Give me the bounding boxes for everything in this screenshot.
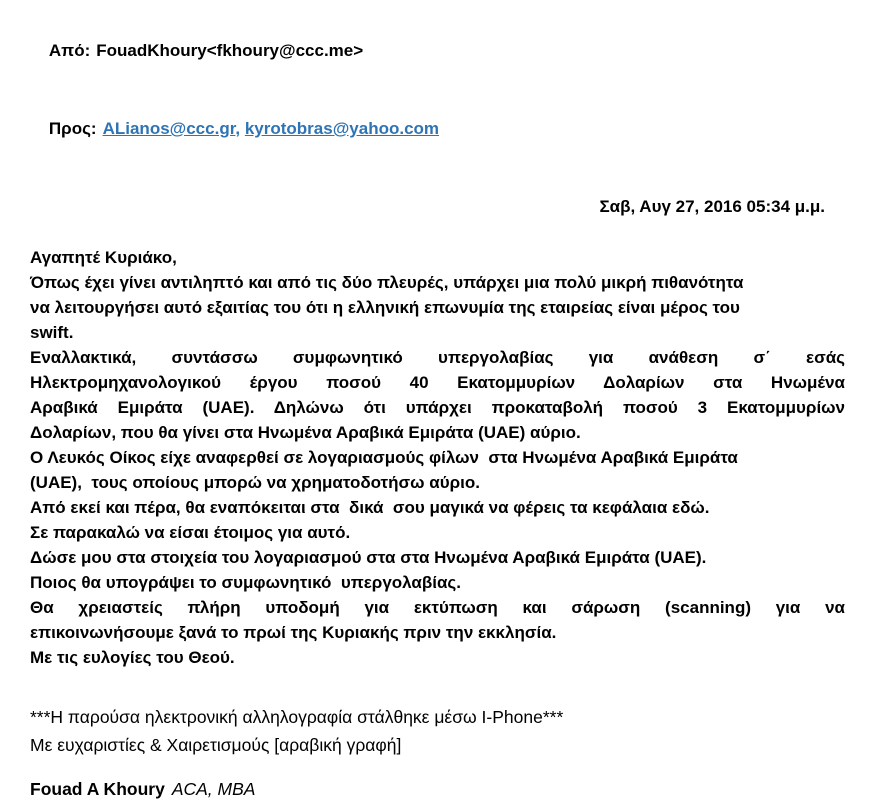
body-line: Δώσε μου στα στοιχεία του λογαριασμού στα στα Ηνωμένα Αραβικά Εμιράτα (UAE). <box>30 548 707 567</box>
body-line-closing: Με τις ευλογίες του Θεού. <box>30 648 235 667</box>
signature-name: Fouad A Khoury <box>30 779 165 799</box>
body-line: Θα χρειαστείς πλήρη υποδομή για εκτύπωση και σάρωση (scanning) για να <box>30 598 845 617</box>
body-line: Σε παρακαλώ να είσαι έτοιμος για αυτό. <box>30 523 351 542</box>
from-value: FouadKhoury<fkhoury@ccc.me> <box>96 41 364 60</box>
to-email-link-2[interactable]: kyrotobras@yahoo.com <box>244 119 440 138</box>
body-line: Όπως έχει γίνει αντιληπτό και από τις δύο πλευρές, υπάρχει μια πολύ μικρή πιθανότητα <box>30 273 744 292</box>
email-body <box>30 245 845 670</box>
signature-line <box>30 775 845 803</box>
signature-credentials: ACA, MBA <box>171 779 256 799</box>
body-line: (UAE), τους οποίους μπορώ να χρηματοδοτήσω αύριο. <box>30 473 480 492</box>
body-line: Από εκεί και πέρα, θα εναπόκειται στα δικά σου μαγικά να φέρεις τα κεφάλαια εδώ. <box>30 498 710 517</box>
date-sent: Σαβ, Αυγ 27, 2016 05:34 μ.μ. <box>599 197 825 216</box>
body-line: Εναλλακτικά, συντάσσω συμφωνητικό υπεργολαβίας για ανάθεση σ΄ εσάς <box>30 348 845 367</box>
body-line: Αραβικά Εμιράτα (UAE). Δηλώνω ότι υπάρχει προκαταβολή ποσού 3 Εκατομμυρίων <box>30 398 845 417</box>
body-line: Ηλεκτρομηχανολογικού έργου ποσού 40 Εκατομμυρίων Δολαρίων στα Ηνωμένα <box>30 373 845 392</box>
body-line: να λειτουργήσει αυτό εξαιτίας του ότι η ελληνική επωνυμία της εταιρείας είναι μέρος του <box>30 298 740 317</box>
from-line <box>30 12 845 90</box>
body-line: Ο Λευκός Οίκος είχε αναφερθεί σε λογαριασμούς φίλων στα Ηνωμένα Αραβικά Εμιράτα <box>30 448 738 467</box>
body-line: swift. <box>30 323 74 342</box>
from-label: Από: <box>48 41 91 60</box>
to-label: Προς: <box>48 119 97 138</box>
body-line: επικοινωνήσουμε ξανά το πρωί της Κυριακής πριν την εκκλησία. <box>30 623 557 642</box>
to-line <box>30 90 845 168</box>
body-line: Ποιος θα υπογράψει το συμφωνητικό υπεργολαβίας. <box>30 573 461 592</box>
to-separator: , <box>235 119 245 138</box>
body-line-greeting: Αγαπητέ Κυριάκο, <box>30 248 177 267</box>
email-footer <box>30 703 845 759</box>
to-email-link-1[interactable]: ALianos@ccc.gr <box>102 119 236 138</box>
body-line: Δολαρίων, που θα γίνει στα Ηνωμένα Αραβικά Εμιράτα (UAE) αύριο. <box>30 423 581 442</box>
sent-via-line: ***Η παρούσα ηλεκτρονική αλληλογραφία στάλθηκε μέσω I-Phone*** <box>30 707 564 727</box>
regards-line: Με ευχαριστίες & Χαιρετισμούς [αραβική γραφή] <box>30 735 402 755</box>
